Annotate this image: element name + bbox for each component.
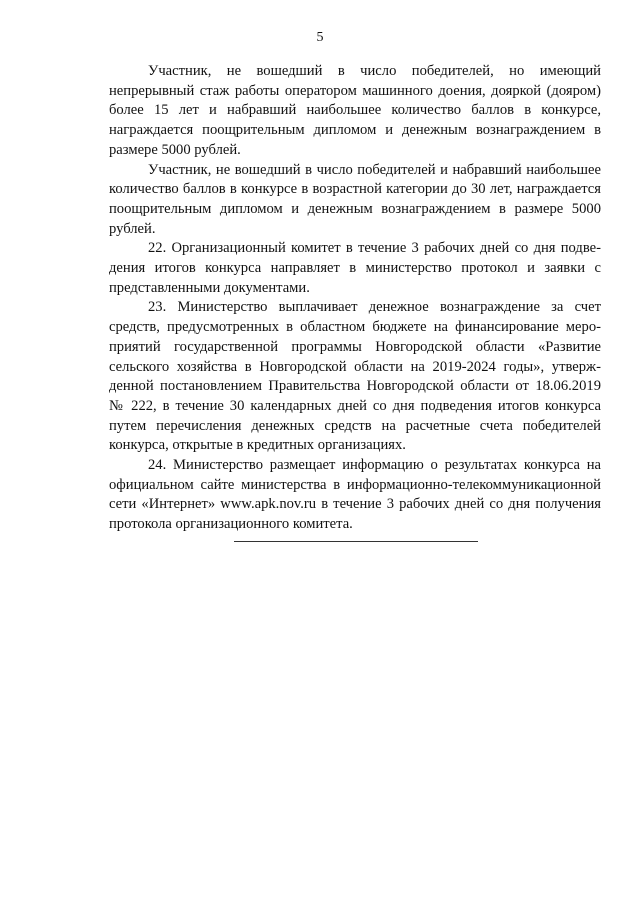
end-divider xyxy=(234,541,478,542)
paragraph-item-22: 22. Организационный комитет в течение 3 рабочих дней со дня подведения итогов конкурса направляет в министерство протокол и заявки с представленными документами. xyxy=(109,240,601,296)
paragraph-item-23: 23. Министерство выплачивает денежное вознаграждение за счет средств, предусмотренных в областном бюджете на финансирование мероприятий государственной программы Новгородской области «Развитие сельского хозяйства в Новгородской области на 2019-2024 годы», утвержденной постановлением Правительства Новгородской области от 18.06.2019 № 222, в течение 30 календарных дней со дня подведения итогов конкурса путем перечисления денежных средств на расчетные счета победителей конкурса, открытые в кредитных организациях. xyxy=(109,299,601,454)
paragraph-item-24: 24. Министерство размещает информацию о результатах конкурса на официальном сайте министерства в информационно-телекоммуникационной сети «Интернет» www.apk.nov.ru в течение 3 рабочих дней со дня получения протокола организационного комитета. xyxy=(109,457,601,533)
page-number: 5 xyxy=(316,30,324,45)
paragraph-bonus-young: Участник, не вошедший в число победителей и набравший наибольшее количество баллов в конкурсе в возрастной категории до 30 лет, награждается поощрительным дипломом и денежным вознаграждением в размере 5000 рублей. xyxy=(109,161,601,237)
document-body xyxy=(109,62,601,535)
paragraph-bonus-experience: Участник, не вошедший в число победителей, но имеющий непрерывный стаж работы оператором машинного доения, дояркой (дояром) более 15 лет и набравший наибольшее количество баллов в конкурсе, награждается поощрительным дипломом и денежным вознаграждением в размере 5000 рублей. xyxy=(109,63,601,158)
